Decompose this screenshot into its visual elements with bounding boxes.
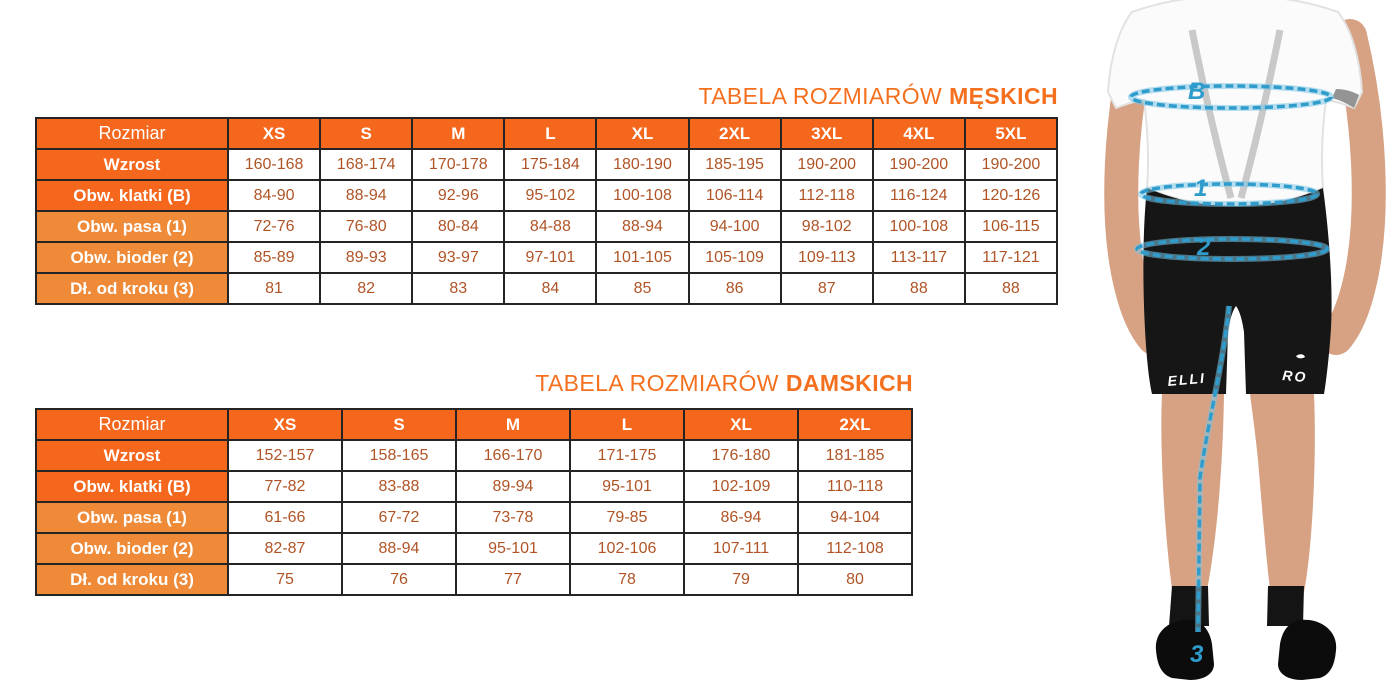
- table-row: [36, 211, 1057, 242]
- size-value: 82-87: [228, 533, 342, 564]
- size-value: 84-90: [228, 180, 320, 211]
- hips-measure-label: 2: [1197, 234, 1211, 261]
- size-value: 94-104: [798, 502, 912, 533]
- size-value: 85: [596, 273, 688, 304]
- size-value: 109-113: [781, 242, 873, 273]
- size-value: 113-117: [873, 242, 965, 273]
- size-value: 77-82: [228, 471, 342, 502]
- size-guide-figure: [1096, 0, 1396, 700]
- table-row: [36, 242, 1057, 273]
- table-row: [36, 502, 912, 533]
- mens-title-emphasis: MĘSKICH: [949, 83, 1058, 109]
- size-column-header: 4XL: [873, 118, 965, 149]
- table-row: [36, 440, 912, 471]
- size-value: 180-190: [596, 149, 688, 180]
- size-value: 80: [798, 564, 912, 595]
- size-value: 166-170: [456, 440, 570, 471]
- size-value: 158-165: [342, 440, 456, 471]
- size-value: 87: [781, 273, 873, 304]
- size-value: 185-195: [689, 149, 781, 180]
- size-value: 102-106: [570, 533, 684, 564]
- measurement-label: Obw. bioder (2): [36, 242, 228, 273]
- corner-header: Rozmiar: [36, 409, 228, 440]
- size-value: 100-108: [596, 180, 688, 211]
- size-column-header: XS: [228, 409, 342, 440]
- size-guide-figure-svg: [1096, 0, 1396, 700]
- size-column-header: XS: [228, 118, 320, 149]
- size-column-header: L: [504, 118, 596, 149]
- size-value: 171-175: [570, 440, 684, 471]
- size-column-header: 3XL: [781, 118, 873, 149]
- bib-shorts: [1143, 188, 1331, 394]
- table-row: [36, 180, 1057, 211]
- measurement-label: Dł. od kroku (3): [36, 273, 228, 304]
- size-value: 120-126: [965, 180, 1057, 211]
- size-column-header: L: [570, 409, 684, 440]
- size-value: 106-115: [965, 211, 1057, 242]
- size-column-header: S: [320, 118, 412, 149]
- size-value: 89-94: [456, 471, 570, 502]
- left-leg: [1161, 394, 1224, 602]
- size-value: 105-109: [689, 242, 781, 273]
- size-value: 88-94: [320, 180, 412, 211]
- table-row: [36, 564, 912, 595]
- size-value: 84-88: [504, 211, 596, 242]
- size-value: 160-168: [228, 149, 320, 180]
- size-value: 61-66: [228, 502, 342, 533]
- size-column-header: M: [456, 409, 570, 440]
- table-row: [36, 533, 912, 564]
- womens-size-table-grid: [35, 408, 913, 596]
- corner-header: Rozmiar: [36, 118, 228, 149]
- size-value: 75: [228, 564, 342, 595]
- size-value: 89-93: [320, 242, 412, 273]
- size-value: 88-94: [342, 533, 456, 564]
- size-value: 112-118: [781, 180, 873, 211]
- size-column-header: XL: [684, 409, 798, 440]
- size-value: 92-96: [412, 180, 504, 211]
- size-column-header: XL: [596, 118, 688, 149]
- size-value: 176-180: [684, 440, 798, 471]
- mens-size-table: [35, 117, 1058, 305]
- size-value: 82: [320, 273, 412, 304]
- size-value: 97-101: [504, 242, 596, 273]
- shorts-brand-text-left: ELLI: [1166, 369, 1207, 389]
- size-value: 78: [570, 564, 684, 595]
- size-value: 152-157: [228, 440, 342, 471]
- size-value: 181-185: [798, 440, 912, 471]
- size-value: 79: [684, 564, 798, 595]
- right-leg: [1250, 394, 1315, 602]
- mens-size-table-grid: [35, 117, 1058, 305]
- size-value: 80-84: [412, 211, 504, 242]
- size-value: 88: [873, 273, 965, 304]
- size-value: 95-102: [504, 180, 596, 211]
- mens-title-prefix: TABELA ROZMIARÓW: [698, 83, 943, 109]
- size-value: 93-97: [412, 242, 504, 273]
- header-row: [36, 118, 1057, 149]
- size-value: 73-78: [456, 502, 570, 533]
- size-value: 95-101: [456, 533, 570, 564]
- size-value: 106-114: [689, 180, 781, 211]
- size-value: 98-102: [781, 211, 873, 242]
- size-value: 190-200: [873, 149, 965, 180]
- size-value: 85-89: [228, 242, 320, 273]
- measurement-label: Obw. bioder (2): [36, 533, 228, 564]
- shorts-brand-text-right: RO: [1281, 367, 1309, 386]
- size-value: 170-178: [412, 149, 504, 180]
- size-value: 88: [965, 273, 1057, 304]
- size-column-header: 2XL: [798, 409, 912, 440]
- size-value: 67-72: [342, 502, 456, 533]
- size-value: 79-85: [570, 502, 684, 533]
- measurement-label: Dł. od kroku (3): [36, 564, 228, 595]
- waist-measure-label: 1: [1194, 175, 1208, 202]
- size-value: 81: [228, 273, 320, 304]
- size-value: 84: [504, 273, 596, 304]
- size-value: 117-121: [965, 242, 1057, 273]
- measurement-label: Obw. klatki (B): [36, 471, 228, 502]
- size-value: 175-184: [504, 149, 596, 180]
- size-value: 86-94: [684, 502, 798, 533]
- measurement-label: Wzrost: [36, 149, 228, 180]
- size-value: 116-124: [873, 180, 965, 211]
- size-value: 76: [342, 564, 456, 595]
- womens-title-emphasis: DAMSKICH: [785, 370, 913, 396]
- size-value: 168-174: [320, 149, 412, 180]
- header-row: [36, 409, 912, 440]
- left-shoe: [1156, 620, 1214, 680]
- size-value: 190-200: [965, 149, 1057, 180]
- size-value: 101-105: [596, 242, 688, 273]
- size-value: 88-94: [596, 211, 688, 242]
- size-value: 100-108: [873, 211, 965, 242]
- table-row: [36, 273, 1057, 304]
- size-column-header: S: [342, 409, 456, 440]
- size-value: 95-101: [570, 471, 684, 502]
- size-value: 102-109: [684, 471, 798, 502]
- womens-size-table: [35, 408, 913, 596]
- mens-table-title: [35, 82, 1058, 110]
- table-row: [36, 471, 912, 502]
- table-row: [36, 149, 1057, 180]
- size-column-header: M: [412, 118, 504, 149]
- measurement-label: Obw. pasa (1): [36, 502, 228, 533]
- size-value: 190-200: [781, 149, 873, 180]
- size-value: 110-118: [798, 471, 912, 502]
- chest-measure-label: B: [1188, 78, 1206, 105]
- size-value: 107-111: [684, 533, 798, 564]
- size-value: 83-88: [342, 471, 456, 502]
- measurement-label: Obw. pasa (1): [36, 211, 228, 242]
- size-value: 112-108: [798, 533, 912, 564]
- size-column-header: 5XL: [965, 118, 1057, 149]
- right-sock: [1267, 586, 1304, 626]
- size-value: 72-76: [228, 211, 320, 242]
- size-value: 83: [412, 273, 504, 304]
- size-value: 76-80: [320, 211, 412, 242]
- size-value: 86: [689, 273, 781, 304]
- size-column-header: 2XL: [689, 118, 781, 149]
- womens-title-prefix: TABELA ROZMIARÓW: [535, 370, 779, 396]
- right-shoe: [1278, 620, 1336, 680]
- womens-table-title: [35, 369, 913, 397]
- size-value: 77: [456, 564, 570, 595]
- size-value: 94-100: [689, 211, 781, 242]
- measurement-label: Wzrost: [36, 440, 228, 471]
- measurement-label: Obw. klatki (B): [36, 180, 228, 211]
- inseam-measure-label: 3: [1190, 641, 1204, 668]
